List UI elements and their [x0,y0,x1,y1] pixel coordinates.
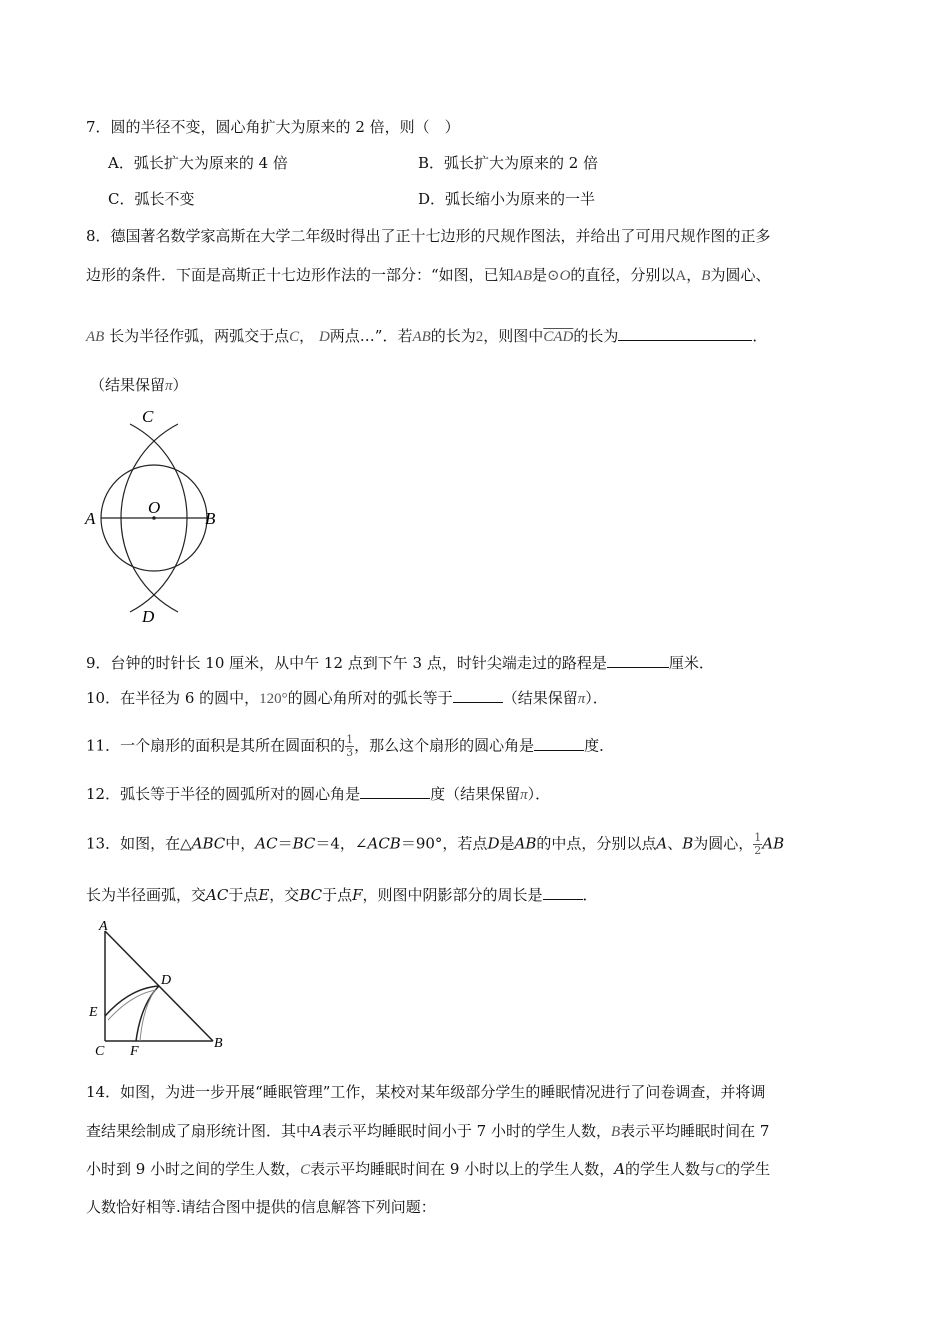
q13-figure [85,916,235,1061]
q7-option-a: A．弧长扩大为原来的 4 倍 [108,154,288,172]
q13-line2: 长为半径画弧，交AC于点E，交BC于点F，则图中阴影部分的周长是 ． [86,886,598,904]
arc-ed [105,986,159,1016]
q13-line1: 13．如图，在△ABC中，AC＝BC＝4，∠ACB＝90°，若点D是AB的中点，分别以点A、B为圆心， $\frac{1}{2}$ AB [86,831,785,857]
q13-answer-blank [543,885,583,900]
q11: 11．一个扇形的面积是其所在圆面积的 $\frac{1}{3}$ ，那么这个扇形的圆心角是 度． [86,733,615,759]
q13-fraction: $\frac{1}{2}$ [754,831,762,857]
q12: 12．弧长等于半径的圆弧所对的圆心角是 度（结果保留π）． [86,785,551,803]
label-o: O [148,498,161,517]
q12-answer-blank [360,784,430,799]
q7-stem: 7．圆的半径不变，圆心角扩大为原来的 2 倍，则（ ） [86,118,460,136]
label-d: D [161,973,172,988]
label-c: C [142,407,154,426]
q8-figure [80,402,230,634]
q7-option-d: D．弧长缩小为原来的一半 [418,190,596,208]
q7-option-c: C．弧长不变 [108,190,195,208]
q14-line4: 人数恰好相等.请结合图中提供的信息解答下列问题： [86,1198,436,1216]
q10: 10．在半径为 6 的圆中，120°的圆心角所对的弧长等于 （结果保留π）． [86,689,608,707]
label-c: C [95,1044,105,1059]
label-e: E [89,1005,98,1020]
q14-line3: 小时到 9 小时之间的学生人数，C表示平均睡眠时间在 9 小时以上的学生人数，A的学生人数与C的学生 [86,1160,771,1178]
q10-answer-blank [453,688,503,703]
label-a: A [85,509,96,528]
label-f: F [130,1044,139,1059]
q8-answer-blank [618,326,752,341]
label-b: B [205,509,216,528]
q8-line3: AB 长为半径作弧，两弧交于点C， D两点…”．若AB的长为2，则图中$\overline{CAD}$的长为 ． [86,327,768,345]
arc-df [136,986,159,1041]
label-a: A [99,919,108,934]
q9-answer-blank [607,653,669,668]
q14-line2: 查结果绘制成了扇形统计图．其中A表示平均睡眠时间小于 7 小时的学生人数，B表示平均睡眠时间在 7 [86,1122,770,1140]
q9: 9．台钟的时针长 10 厘米，从中午 12 点到下午 3 点，时针尖端走过的路程是 厘米． [86,654,714,672]
q8-line2: 边形的条件．下面是高斯正十七边形作法的一部分：“如图，已知AB是⊙O的直径，分别以A，B为圆心、 [86,266,771,284]
q8-line4: （结果保留π） [90,376,188,394]
label-b: B [214,1036,223,1051]
q8-line1: 8．德国著名数学家高斯在大学二年级时得出了正十七边形的尺规作图法，并给出了可用尺规作图的正多 [86,227,771,245]
label-d: D [142,607,155,626]
q7-option-b: B．弧长扩大为原来的 2 倍 [418,154,599,172]
q11-answer-blank [534,736,584,751]
q14-line1: 14．如图，为进一步开展“睡眠管理”工作，某校对某年级部分学生的睡眠情况进行了问卷调查，并将调 [86,1083,766,1101]
q11-fraction: $\frac{1}{3}$ [346,733,354,759]
